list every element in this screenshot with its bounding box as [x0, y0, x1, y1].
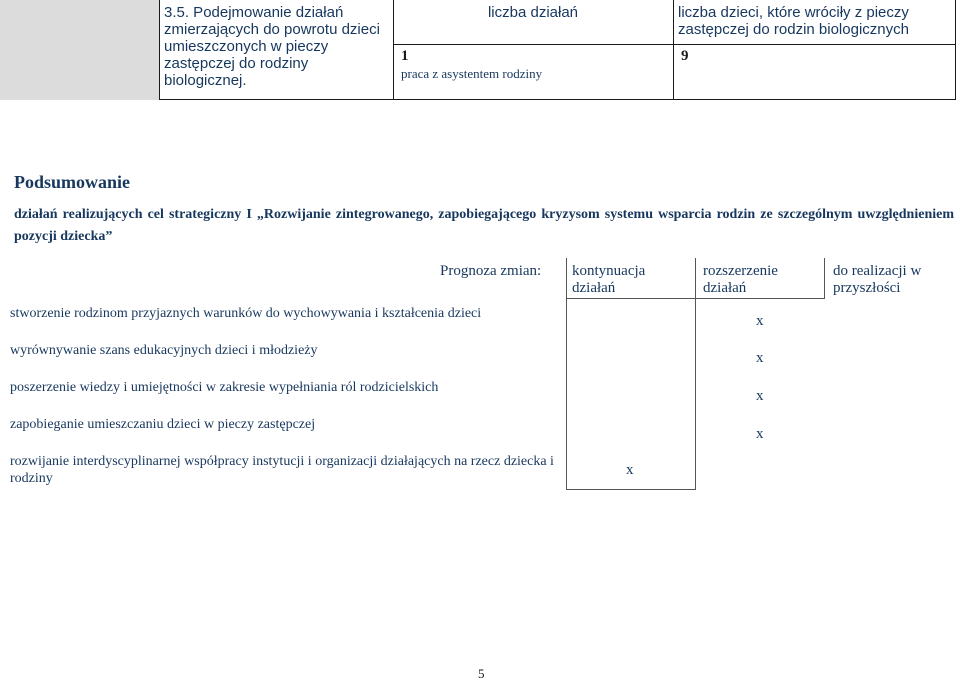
table-row-label: rozwijanie interdyscyplinarnej współpracy instytucji i organizacji działających na rzecz dziecka i rodziny [10, 454, 554, 486]
col-actions-value: 1 [401, 48, 409, 64]
grid-line [695, 258, 696, 490]
border [955, 0, 956, 100]
section-label: 3.5. Podejmowanie działań zmierzających do powrotu dzieci umieszczonych w pieczy zastępczej do rodziny biologicznej. [164, 4, 380, 89]
grid-line [566, 489, 696, 490]
table-row-label: stworzenie rodzinom przyjaznych warunków do wychowywania i kształcenia dzieci [10, 306, 482, 321]
border [159, 0, 160, 100]
table-row-mark: x [756, 388, 764, 404]
border [393, 44, 956, 45]
col-rozszerzenie: rozszerzenie działań [703, 263, 778, 296]
table-row-mark: x [756, 313, 764, 329]
summary-description: działań realizujących cel strategiczny I „Rozwijanie zintegrowanego, zapobiegającego kryzysom systemu wsparcia rodzin ze szczególnym uwzględnieniem pozycji dziecka” [14, 207, 954, 244]
grey-margin-cell [0, 0, 160, 100]
grid-line [824, 258, 825, 298]
summary-title: Podsumowanie [14, 172, 131, 192]
col-przyszlosc: do realizacji w przyszłości [833, 263, 922, 296]
table-row-label: poszerzenie wiedzy i umiejętności w zakresie wypełniania ról rodzicielskich [10, 380, 439, 395]
grid-line [566, 258, 567, 490]
table-row-mark: x [626, 462, 634, 478]
col-children-header: liczba dzieci, które wróciły z pieczy zastępczej do rodzin biologicznych [678, 4, 909, 38]
page-number: 5 [478, 666, 485, 681]
table-row-mark: x [756, 350, 764, 366]
table-row-mark: x [756, 426, 764, 442]
table-row-label: zapobieganie umieszczaniu dzieci w pieczy zastępczej [10, 417, 316, 432]
table-row-label: wyrównywanie szans edukacyjnych dzieci i młodzieży [10, 343, 318, 358]
col-actions-header: liczba działań [487, 4, 579, 21]
border [673, 0, 674, 100]
forecast-label: Prognoza zmian: [440, 263, 542, 279]
col-kontynuacja: kontynuacja działań [572, 263, 646, 296]
col-children-value: 9 [681, 48, 689, 64]
border [159, 99, 956, 100]
grid-line [566, 298, 825, 299]
top-table [0, 0, 960, 100]
col-actions-note: praca z asystentem rodziny [401, 66, 543, 81]
